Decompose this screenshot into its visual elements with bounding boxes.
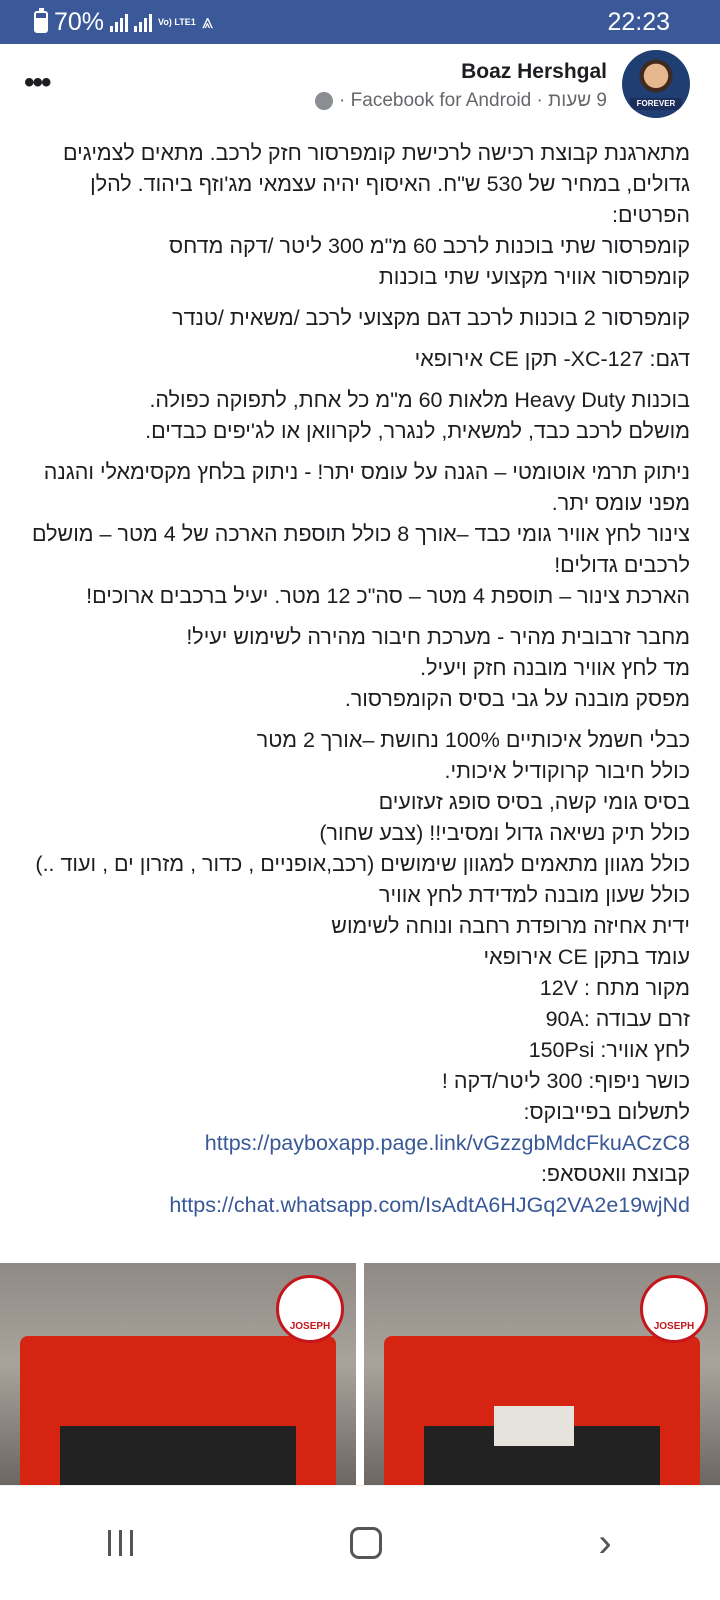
- navigation-bar: [0, 1485, 720, 1600]
- clock: 22:23: [607, 7, 670, 36]
- signal-icon: [110, 12, 128, 32]
- text-line: בוכנות Heavy Duty מלאות 60 מ"מ כל אחת, לתפוקה כפולה.: [149, 388, 690, 412]
- paragraph-2: [16, 303, 690, 334]
- whatsapp-label: קבוצת וואטסאפ:: [540, 1162, 690, 1186]
- text-line: מקור מתח : 12V: [539, 976, 690, 1000]
- text-line: עומד בתקן CE אירופאי: [483, 945, 690, 969]
- text-line: מפסק מובנה על גבי בסיס הקומפרסור.: [344, 687, 690, 711]
- text-line: כבלי חשמל איכותיים 100% נחושת –אורך 2 מטר: [256, 728, 690, 752]
- paragraph-1: [16, 138, 690, 293]
- avatar-caption: FOREVER: [630, 98, 682, 110]
- status-bar: [0, 0, 720, 44]
- joseph-logo-icon: [276, 1275, 344, 1343]
- text-line: זרם עבודה :90A: [545, 1007, 690, 1031]
- back-icon[interactable]: ›: [598, 1521, 612, 1565]
- text-line: כולל מגוון מתאמים למגוון שימושים (רכב,אופניים , כדור , מזרון ים , ועוד ..): [35, 852, 690, 876]
- wifi-icon: ⩓: [201, 10, 213, 33]
- logo-text: JOSEPH: [289, 1321, 331, 1332]
- photo-compressor-2[interactable]: [364, 1263, 720, 1486]
- globe-icon: [315, 92, 333, 110]
- text-line: מתארגנת קבוצת רכישה לרכישת קומפרסור חזק לרכב. מתאים לצמיגים גדולים, במחיר של 530 ש"ח. האיסוף יהיה עצמאי מג'וזף ביהוד. להלן הפרטים:: [62, 141, 690, 227]
- recents-icon[interactable]: [108, 1530, 133, 1556]
- paybox-link[interactable]: https://payboxapp.page.link/vGzzgbMdcFkuACzC8: [204, 1131, 690, 1155]
- signal-icon-2: [134, 12, 152, 32]
- text-line: הארכת צינור – תוספת 4 מטר – סה"כ 12 מטר. יעיל ברכבים ארוכים!: [86, 584, 690, 608]
- post-meta-text: 9 שעות · Facebook for Android ·: [339, 90, 607, 111]
- text-line: לחץ אוויר: 150Psi: [528, 1038, 690, 1062]
- logo-text: JOSEPH: [653, 1321, 695, 1332]
- text-line: קומפרסור שתי בוכנות לרכב 60 מ"מ 300 ליטר /דקה מדחס: [169, 234, 690, 258]
- text-line: כולל תיק נשיאה גדול ומסיבי!! (צבע שחור): [319, 821, 690, 845]
- network-type: Vo) LTE1: [158, 16, 196, 27]
- whatsapp-link[interactable]: https://chat.whatsapp.com/IsAdtA6HJGq2VA2e19wjNd: [169, 1193, 690, 1217]
- text-line: צינור לחץ אוויר גומי כבד –אורך 8 כולל תוספת הארכה של 4 מטר – מושלם לרכבים גדולים!: [31, 522, 690, 577]
- text-line: מד לחץ אוויר מובנה חזק ויעיל.: [420, 656, 690, 680]
- joseph-logo-icon: [640, 1275, 708, 1343]
- text-line: ידית אחיזה מרופדת רחבה ונוחה לשימוש: [331, 914, 690, 938]
- paragraph-5: [16, 457, 690, 612]
- compressor-image: [20, 1336, 336, 1486]
- text-line: קומפרסור 2 בוכנות לרכב דגם מקצועי לרכב /משאית /טנדר: [172, 306, 690, 330]
- text-line: כושר ניפוף: 300 ליטר/דקה !: [441, 1069, 690, 1093]
- compressor-image: [384, 1336, 700, 1486]
- text-line: בסיס גומי קשה, בסיס סופג זעזועים: [378, 790, 690, 814]
- post-photos: [0, 1263, 720, 1486]
- battery-icon: [34, 11, 48, 33]
- home-icon[interactable]: [350, 1527, 382, 1559]
- text-line: מחבר זרבובית מהיר - מערכת חיבור מהירה לשימוש יעיל!: [186, 625, 690, 649]
- text-line: קומפרסור אוויר מקצועי שתי בוכנות: [378, 265, 690, 289]
- status-icons: [34, 8, 213, 37]
- text-line: ניתוק תרמי אוטומטי – הגנה על עומס יתר! - ניתוק בלחץ מקסימאלי והגנה מפני עומס יתר.: [43, 460, 690, 515]
- paragraph-4: [16, 385, 690, 447]
- paragraph-7: [16, 725, 690, 1221]
- paragraph-6: [16, 622, 690, 715]
- paragraph-3: [16, 344, 690, 375]
- battery-percentage: 70%: [54, 7, 105, 36]
- more-options-icon[interactable]: •••: [24, 66, 50, 99]
- text-line: כולל חיבור קרוקודיל איכותי.: [444, 759, 690, 783]
- post-meta: [315, 90, 607, 112]
- text-line: כולל שעון מובנה למדידת לחץ אוויר: [379, 883, 690, 907]
- photo-compressor-1[interactable]: [0, 1263, 356, 1486]
- avatar[interactable]: [622, 50, 690, 118]
- text-line: מושלם לרכב כבד, למשאית, לנגרר, לקרוואן או לג'יפים כבדים.: [145, 419, 690, 443]
- author-name[interactable]: Boaz Hershgal: [461, 60, 607, 83]
- text-line: לתשלום בפייבוקס:: [523, 1100, 690, 1124]
- post-body: [16, 138, 690, 1221]
- text-line: דגם: XC-127- תקן CE אירופאי: [414, 347, 690, 371]
- post-header: [0, 44, 720, 134]
